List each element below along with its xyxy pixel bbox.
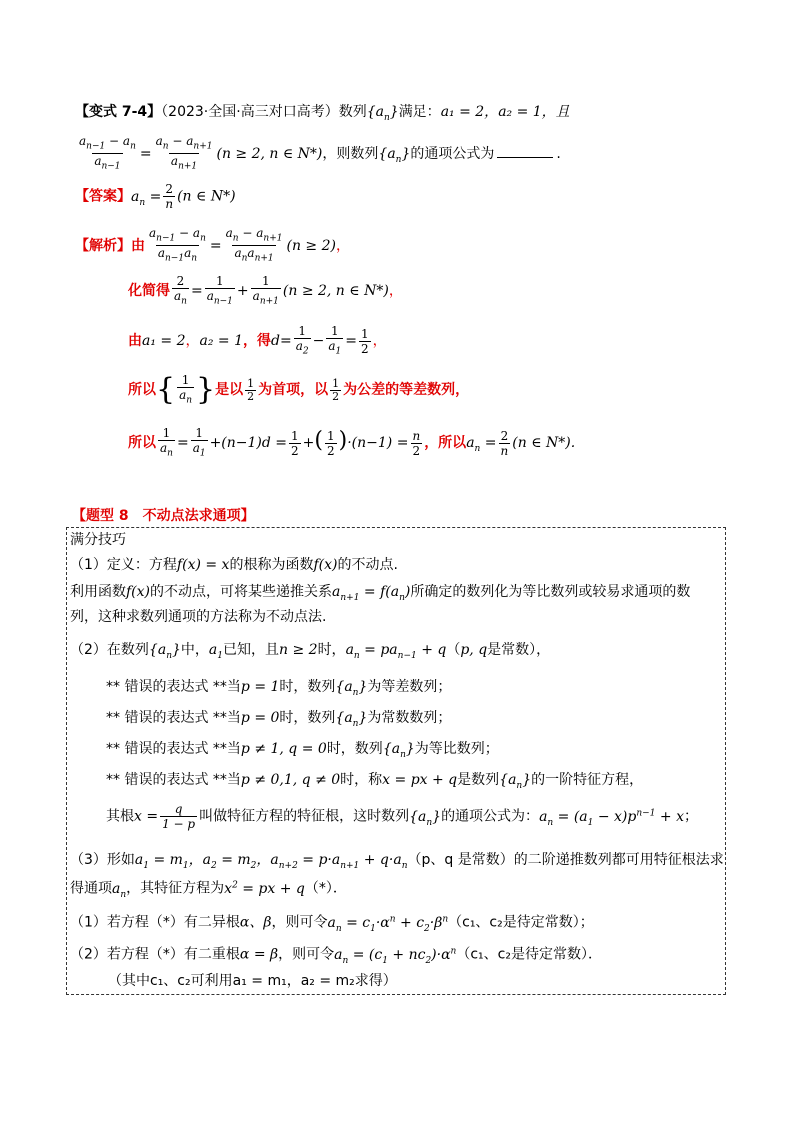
p4-e: （: [446, 642, 461, 658]
simplify-cond: (n ≥ 2, n ∈ N*): [282, 283, 389, 300]
analysis-line-2: 化简得 $\frac{2}{a_n}$ = $\frac{1}{a_{n-1}}$ + $\frac{1}{a_{n+1}}$ (n ≥ 2, n ∈ N*)，: [128, 274, 403, 307]
p4-rec: $a_n = pa_{n-1} + q$: [345, 642, 447, 661]
tips-p4: [70, 642, 550, 662]
recurrence-domain: (n ≥ 2, n ∈ N*): [216, 145, 323, 162]
variant-intro: 数列: [338, 104, 367, 120]
so2-frac-6: $\frac{2}{n}$: [500, 428, 509, 458]
c2-formula: $a_n = (c_1 + nc_2)\cdot\alpha^n$: [334, 946, 457, 966]
e1-seq: $\{a_n\}$: [335, 679, 368, 698]
answer-frac: $\frac{2}{n}$: [165, 182, 174, 211]
p4-a: （2）在数列: [70, 642, 149, 658]
e3-b: 时，数列: [326, 741, 383, 757]
analysis-so1-first: 为首项，以: [258, 382, 329, 398]
analysis-by2: 由: [128, 333, 142, 350]
p2-rec: $a_{n+1} = f(a_n)$: [332, 584, 411, 603]
simplify-frac-1: $\frac{2}{a_n}$: [174, 274, 187, 307]
simplify-frac-2: $\frac{1}{a_{n-1}}$: [206, 274, 233, 307]
p3-e: （*）．: [304, 880, 347, 897]
p4-c: 已知，且: [223, 642, 279, 658]
c1-c: （c₁、c₂是待定常数）；: [448, 914, 594, 931]
root-d: ；: [683, 808, 698, 825]
tips-case-2: [70, 946, 602, 966]
analysis-label: 【解析】: [75, 237, 131, 254]
p1-c: 的不动点.: [337, 557, 398, 573]
so2-frac-3: $\frac{1}{2}$: [291, 428, 299, 458]
e2-cond: p = 0: [240, 710, 280, 726]
p2-b: 的不动点，可将某些递推关系: [150, 584, 333, 600]
so2-frac-1: $\frac{1}{a_n}$: [160, 426, 173, 459]
d-frac-1: $\frac{1}{a_2}$: [295, 324, 309, 357]
root-frac: $\frac{q}{1 - p}$: [162, 802, 196, 831]
c1-formula: $a_n = c_1\cdot\alpha^n + c_2\cdot\beta^n$: [327, 914, 449, 934]
analysis-line-3: 由a₁ = 2，a₂ = 1，得d= $\frac{1}{a_2}$ − $\frac{1}{a_1}$ = $\frac{1}{2}$ ，: [128, 324, 387, 357]
so2-frac-5: $\frac{n}{2}$: [412, 428, 421, 458]
e2-prefix: ** 错误的表达式 **当: [106, 710, 241, 726]
c2-c: （c₁、c₂是待定常数）．: [456, 946, 602, 963]
c2-root: α = β: [239, 946, 279, 963]
question-tail: 的通项公式为: [410, 145, 495, 162]
e2-seq: $\{a_n\}$: [335, 710, 368, 729]
cond-a2: a₂ = 1，且: [498, 104, 570, 120]
so2-frac-2: $\frac{1}{a_1}$: [192, 426, 206, 459]
analysis-line-5: 所以 $\frac{1}{a_n}$ = $\frac{1}{a_1}$ +(n−1)d = $\frac{1}{2}$ +( $\frac{1}{2}$ )·(n−1) = $\frac{n}{2}$ ，所以$a_n$ = $\frac{2}{n}$ (n ∈ N*).: [128, 426, 576, 459]
analysis-so1-mid: 是以: [215, 382, 244, 398]
e3-c: 为等比数列；: [414, 741, 499, 757]
p2-fx: f(x): [126, 584, 151, 600]
seq-an: $\{a_n\}$: [366, 104, 399, 123]
analysis-line-4: 所以{ $\frac{1}{a_n}$ }是以 $\frac{1}{2}$ 为首项，以 $\frac{1}{2}$ 为公差的等差数列，: [128, 372, 470, 407]
p3-d: ，其特征方程为: [126, 880, 225, 897]
so1-first-frac: $\frac{1}{2}$: [247, 376, 255, 403]
error-line-2: [106, 710, 451, 730]
error-line-3: [106, 741, 499, 761]
simplify-comma: ，: [388, 283, 403, 300]
answer-line: [75, 182, 236, 211]
tips-p3: 列，这种求数列通项的方法称为不动点法.: [70, 609, 327, 625]
e3-seq: $\{a_n\}$: [382, 741, 415, 760]
e4-cond: p ≠ 0,1, q ≠ 0: [240, 772, 341, 788]
answer-an: $a_n$ =: [131, 188, 162, 208]
analysis-so1-diff: 为公差的等差数列，: [343, 382, 470, 398]
then-text: ，则数列: [322, 145, 379, 162]
p4-n: n ≥ 2: [279, 642, 318, 658]
p3-an: $a_n$: [112, 880, 127, 900]
tips-case-1: [70, 914, 594, 934]
root-line: [106, 802, 698, 831]
answer-label: 【答案】: [75, 188, 131, 205]
e2-b: 时，数列: [279, 710, 336, 726]
analysis-simplify: 化简得: [128, 283, 170, 300]
e4-seq: $\{a_n\}$: [499, 772, 532, 791]
p2-a: 利用函数: [70, 584, 126, 600]
e1-b: 时，数列: [279, 679, 336, 695]
variant-line-2: [75, 134, 561, 174]
so1-diff-frac: $\frac{1}{2}$: [332, 376, 340, 403]
tips-p1: [70, 557, 398, 574]
p2-c: 所确定的数列化为等比数列或较易求通项的数: [410, 584, 691, 600]
p1-a: （1）定义：方程: [70, 557, 177, 573]
analysis-a1: a₁ = 2: [142, 333, 186, 350]
analysis-comma: ，: [335, 237, 350, 254]
variant-line-1: [75, 104, 570, 124]
analysis-frac-2: $\frac{a_n - a_{n+1}}{a_na_{n+1}}$: [225, 226, 283, 264]
e4-eq: x = px + q: [382, 772, 458, 788]
answer-blank[interactable]: [497, 145, 553, 158]
root-formula: $a_n = (a_1 - x)p^{n-1} + x$: [539, 807, 684, 828]
analysis-so2: 所以: [128, 435, 156, 452]
p3-conds: $a_1 = m_1$，$a_2 = m_2$，$a_{n+2} = p\cdot a_{n+1} + q\cdot a_n$: [134, 852, 408, 871]
c2-a: （2）若方程（*）有二重根: [70, 946, 240, 963]
p4-f: 是常数），: [487, 642, 551, 658]
e1-cond: p = 1: [240, 679, 280, 695]
variant-satisfy: 满足：: [398, 104, 441, 120]
p3-c: 得通项: [70, 880, 112, 897]
p4-a1: $a_1$: [208, 642, 223, 661]
so2-frac-4: $\frac{1}{2}$: [327, 428, 335, 458]
analysis-by: 由: [131, 237, 145, 254]
p3-b: （p、q 是常数）的二阶递推数列都可用特征根法求: [407, 852, 724, 868]
p1-b: 的根称为函数: [229, 557, 314, 573]
analysis-get: ，得: [243, 333, 271, 350]
root-c: 的通项公式为：: [441, 808, 540, 825]
e1-prefix: ** 错误的表达式 **当: [106, 679, 241, 695]
so1-frac: $\frac{1}{a_n}$: [179, 372, 193, 406]
e4-prefix: ** 错误的表达式 **当: [106, 772, 241, 788]
c1-a: （1）若方程（*）有二异根: [70, 914, 240, 931]
root-x: x =: [134, 808, 159, 825]
e1-c: 为等差数列；: [367, 679, 452, 695]
root-seq: $\{a_n\}$: [409, 808, 442, 828]
variant-label: 【变式 7-4】: [75, 104, 162, 120]
eq-sign-1: =: [139, 145, 152, 162]
e3-prefix: ** 错误的表达式 **当: [106, 741, 241, 757]
p1-eq: f(x) = x: [176, 557, 230, 573]
c2-b: ，则可令: [278, 946, 335, 963]
tips-p3-line1: [70, 852, 724, 872]
d-frac-3: $\frac{1}{2}$: [360, 326, 369, 356]
variant-source: （2023·全国·高三对口高考）: [161, 104, 339, 120]
tips-p3-line2: [70, 880, 347, 900]
e4-d: 的一阶特征方程，: [531, 772, 644, 788]
analysis-so1: 所以: [128, 382, 156, 398]
root-b: 叫做特征方程的特征根，这时数列: [199, 808, 410, 825]
p4-pq: p, q: [460, 642, 488, 658]
p4-b: 中，: [180, 642, 209, 658]
analysis-cond: (n ≥ 2): [286, 237, 336, 254]
analysis-frac-1: $\frac{a_{n-1} - a_n}{a_{n-1}a_n}$: [149, 226, 206, 264]
error-line-4: [106, 772, 643, 792]
analysis-a2: a₂ = 1: [199, 333, 243, 350]
e4-c: 是数列: [457, 772, 500, 788]
section-title: 【题型 8 不动点法求通项】: [72, 508, 255, 524]
cond-a1: a₁ = 2，: [440, 104, 499, 120]
d-frac-2: $\frac{1}{a_1}$: [328, 324, 342, 357]
e3-cond: p ≠ 1, q = 0: [240, 741, 327, 757]
p3-a: （3）形如: [70, 852, 135, 868]
question-period: .: [556, 145, 561, 162]
e2-c: 为常数数列；: [367, 710, 452, 726]
tips-case-3: （其中c₁、c₂可利用a₁ = m₁，a₂ = m₂求得）: [108, 973, 397, 989]
c1-b: ，则可令: [271, 914, 328, 931]
d-comma: ，: [372, 333, 387, 350]
p4-seq: $\{a_n\}$: [148, 642, 181, 661]
root-a: 其根: [106, 808, 134, 825]
p1-fx: f(x): [313, 557, 338, 573]
c1-roots: α、β: [239, 914, 272, 931]
error-line-1: [106, 679, 451, 699]
simplify-frac-3: $\frac{1}{a_{n+1}}$: [252, 274, 279, 307]
tips-p2: [70, 584, 690, 604]
e4-b: 时，称: [340, 772, 383, 788]
p4-d: 时，: [317, 642, 346, 658]
p3-eq: $x^2$ = px + q: [224, 880, 305, 897]
a1-comma: ，: [185, 333, 200, 350]
so2-domain: (n ∈ N*).: [512, 435, 576, 452]
frac-right: $\frac{a_n - a_{n+1}}{a_{n+1}}$: [155, 134, 213, 172]
seq-an-2: $\{a_n\}$: [378, 145, 411, 165]
answer-domain: (n ∈ N*): [177, 188, 236, 205]
tips-heading: 满分技巧: [70, 532, 126, 548]
analysis-line-1: 【解析】由 $\frac{a_{n-1} - a_n}{a_{n-1}a_n}$ = $\frac{a_n - a_{n+1}}{a_na_{n+1}}$ (n ≥ 2)，: [75, 226, 350, 264]
analysis-so2-mid: ，所以: [424, 435, 467, 452]
frac-left: $\frac{a_{n-1} - a_n}{a_{n-1}}$: [79, 134, 136, 172]
